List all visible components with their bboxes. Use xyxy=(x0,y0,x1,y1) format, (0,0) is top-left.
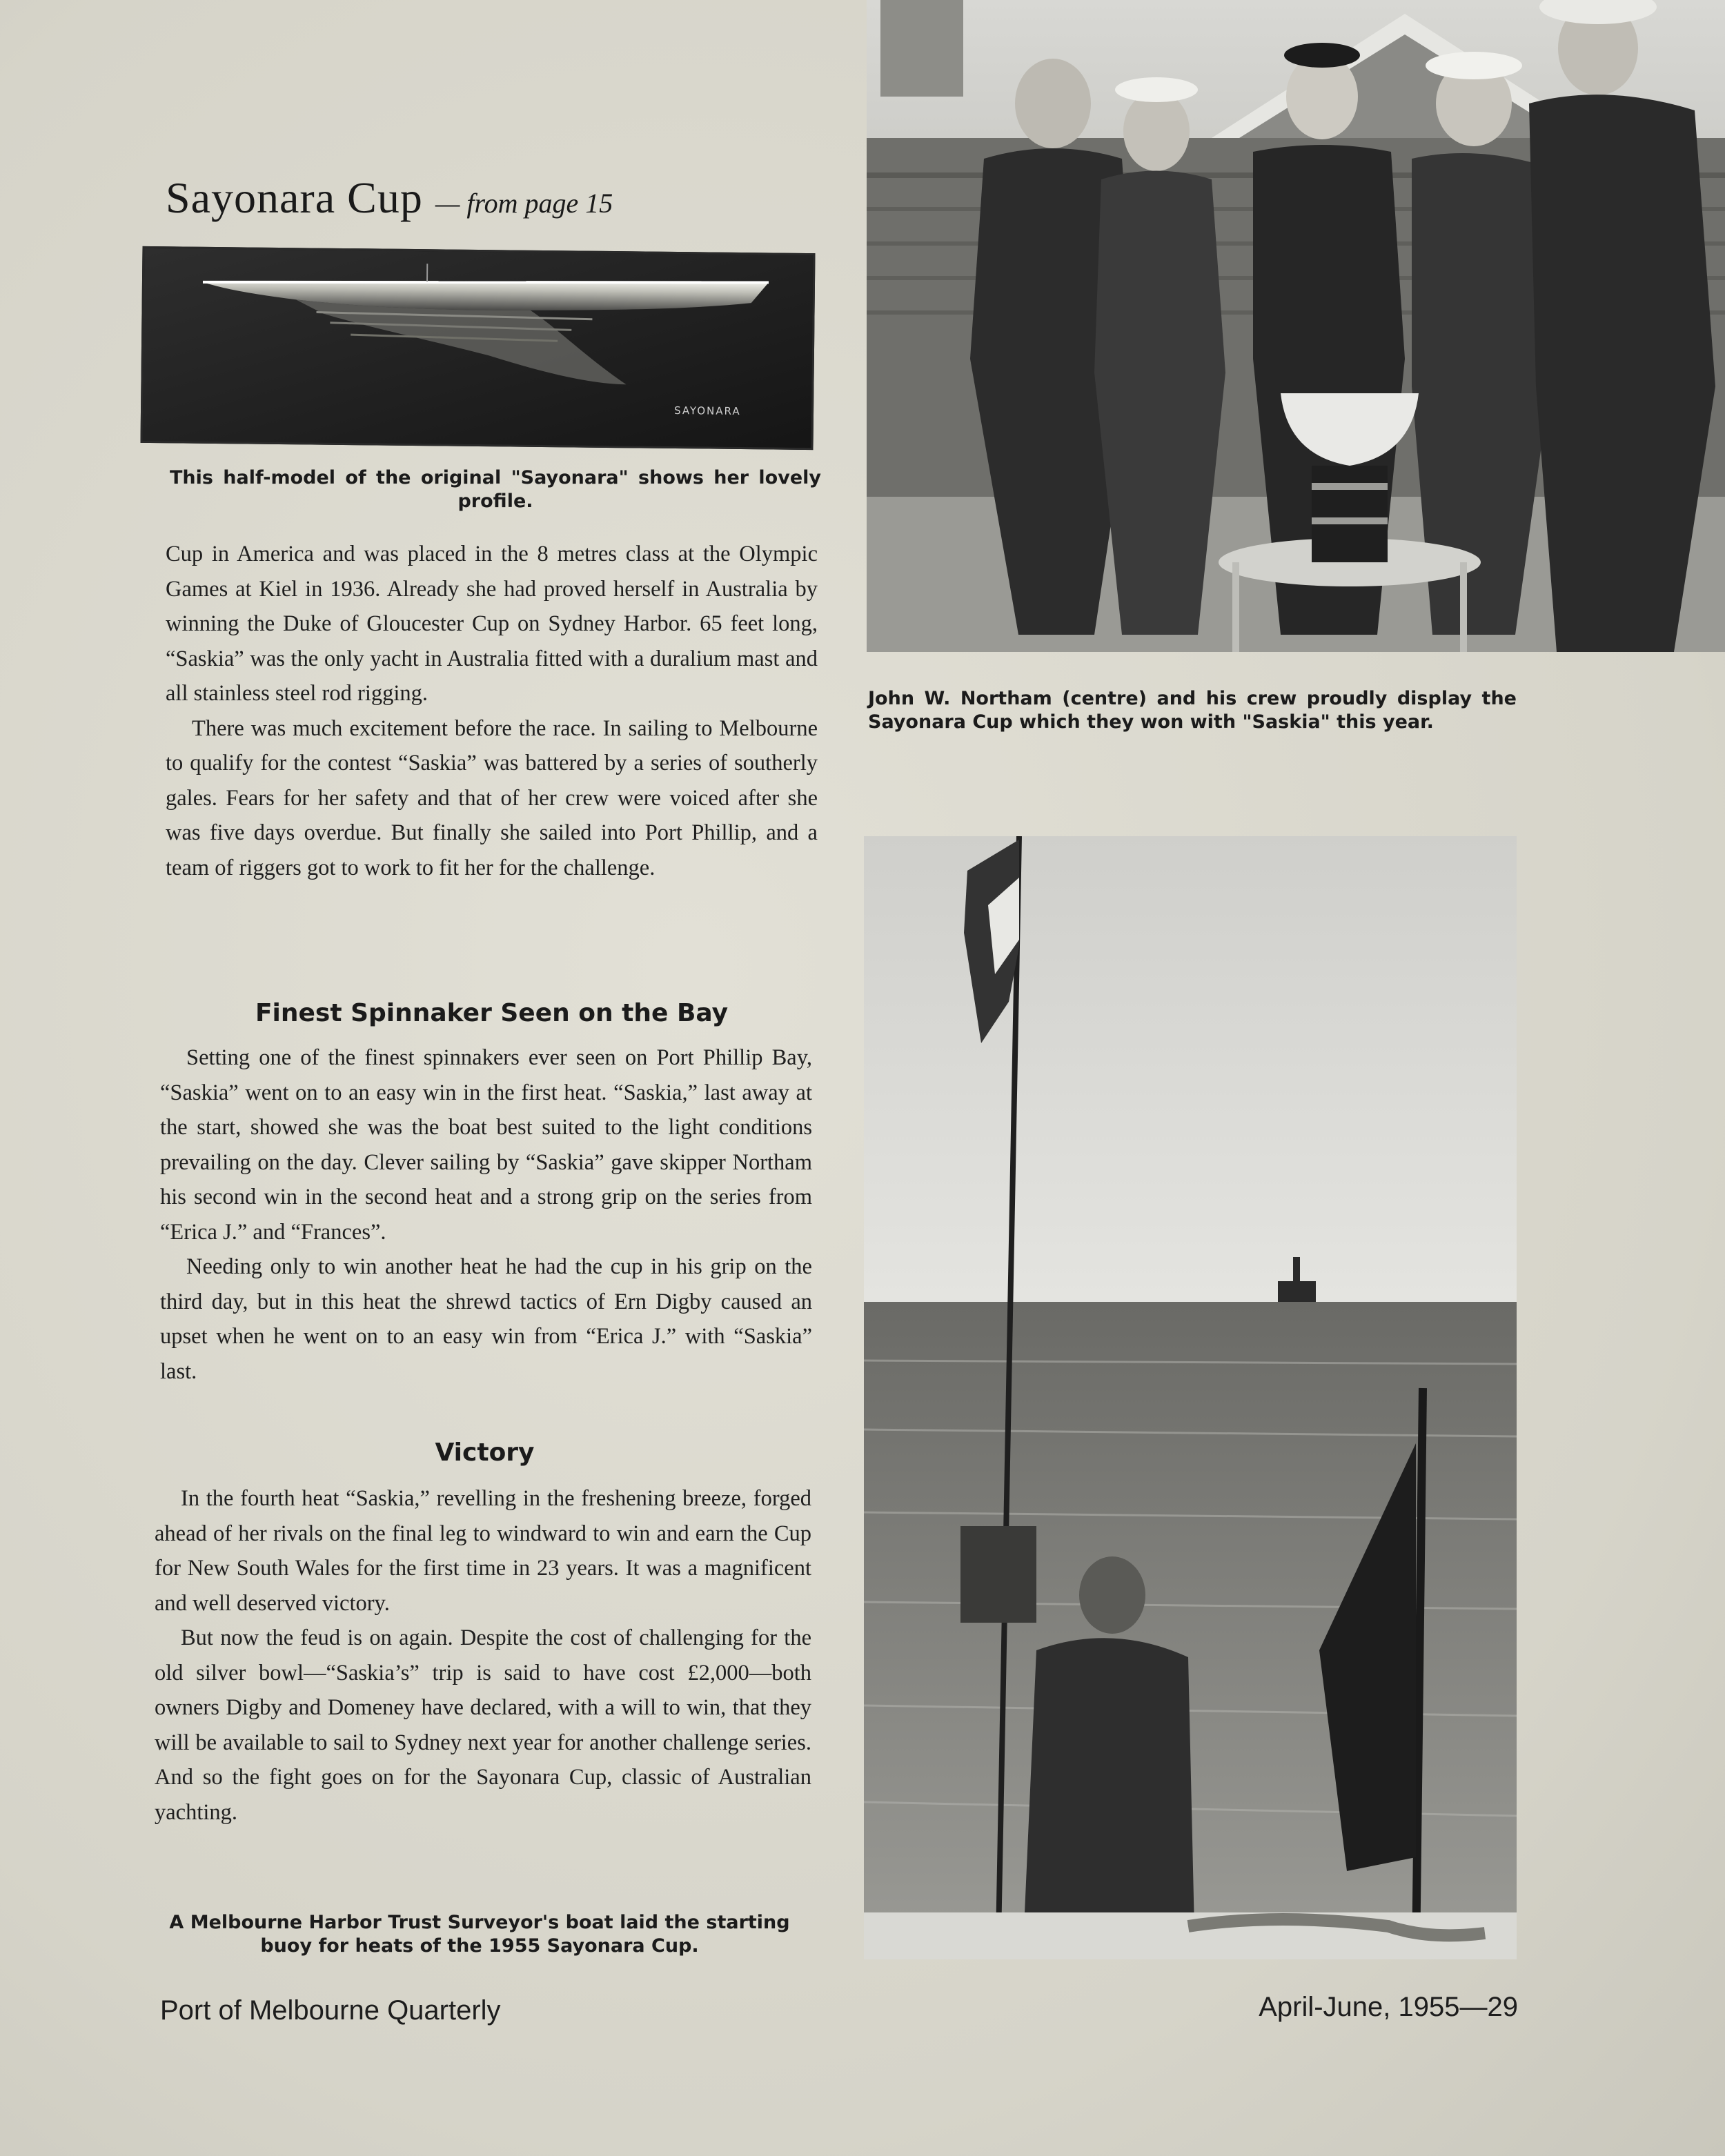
subheading-victory: Victory xyxy=(435,1438,535,1467)
paragraph-1: Cup in America and was placed in the 8 metres class at the Olympic Games at Kiel in 1936. Already she had proved herself in Australia by winning the Duke of Gloucester Cup on Sydney Harbor. 65 feet long, “Saskia” was the only yacht in Australia fitted with a duralium mast and all stainless steel rod rigging. xyxy=(166,542,818,706)
half-model-photo xyxy=(141,246,816,450)
plaque-name: SAYONARA xyxy=(673,404,741,417)
paragraph-6: But now the feud is on again. Despite the cost of challenging for the old silver bowl—“Saskia’s” trip is said to have cost £2,000—both owners Digby and Domeney have declared, with a will to win, that they will be available to sail to Sydney next year for another challenge series. And so the fight goes on for the Sayonara Cup, classic of Australian yachting. xyxy=(155,1625,811,1825)
continued-from-note: — from page 15 xyxy=(435,188,613,219)
half-model-illustration xyxy=(143,248,816,450)
article-column-victory xyxy=(155,1481,811,1830)
paragraph-2: There was much excitement before the race. In sailing to Melbourne to qualify for the contest “Saskia” was battered by a series of southerly gales. Fears for her safety and that of her crew were voiced after she was five days overdue. But finally she sailed into Port Phillip, and a team of riggers got to work to fit her for the challenge. xyxy=(166,715,818,880)
paragraph-4: Needing only to win another heat he had the cup in his grip on the third day, but in this heat the shrewd tactics of Ern Digby caused an upset when he went on to an easy win from “Erica J.” with “Saskia” last. xyxy=(160,1254,812,1384)
article-column-heats xyxy=(160,1040,812,1389)
paragraph-3: Setting one of the finest spinnakers ever seen on Port Phillip Bay, “Saskia” went on to an easy win in the first heat. “Saskia,” last away at the start, showed she was the boat best suited to the light conditions prevailing on the day. Clever sailing by “Saskia” gave skipper Northam his second win in the second heat and a strong grip on the series from “Erica J.” and “Frances”. xyxy=(160,1045,812,1245)
subheading-finest-spinnaker: Finest Spinnaker Seen on the Bay xyxy=(255,999,729,1027)
surveyor-boat-caption: A Melbourne Harbor Trust Surveyor's boat laid the starting buoy for heats of the 1955 Sayonara Cup. xyxy=(169,1912,790,1957)
crew-photo-illustration xyxy=(867,0,1725,652)
page-title: Sayonara Cup xyxy=(166,173,423,222)
publication-name: Port of Melbourne Quarterly xyxy=(160,1995,501,2026)
article-column-intro xyxy=(166,537,818,885)
issue-date-page-number: April-June, 1955—29 xyxy=(1259,1992,1518,2022)
crew-photo-caption: John W. Northam (centre) and his crew proudly display the Sayonara Cup which they won with "Saskia" this year. xyxy=(868,688,1517,733)
surveyor-boat-photo xyxy=(864,836,1517,1959)
half-model-caption: This half-model of the original "Sayonara" shows her lovely profile. xyxy=(170,467,821,512)
paragraph-5: In the fourth heat “Saskia,” revelling in the freshening breeze, forged ahead of her rivals on the final leg to windward to win and earn the Cup for New South Wales for the first time in 23 years. It was a magnificent and well deserved victory. xyxy=(155,1486,811,1616)
crew-with-cup-photo xyxy=(867,0,1725,652)
sea-photo-illustration xyxy=(864,836,1517,1959)
article-title xyxy=(166,172,690,228)
